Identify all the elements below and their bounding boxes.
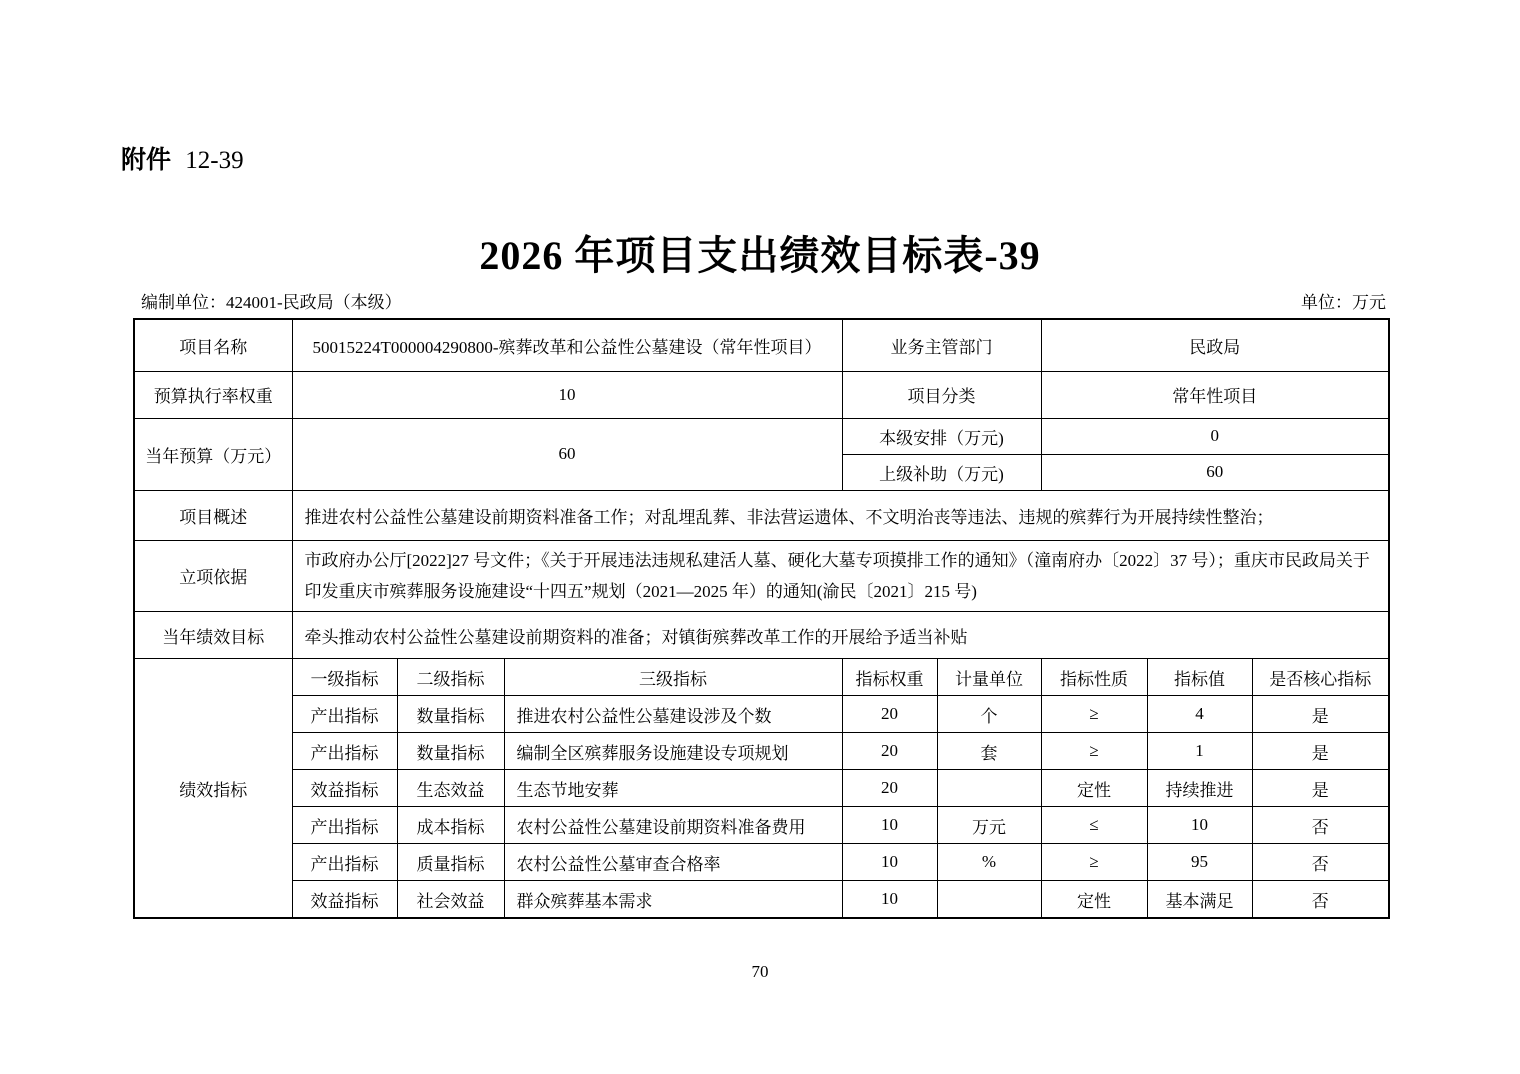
indicator-cell: 效益指标 [292,881,397,918]
indicator-header: 二级指标 [397,659,504,696]
indicator-cell: 编制全区殡葬服务设施建设专项规划 [504,733,842,770]
indicator-cell: 产出指标 [292,733,397,770]
annual-target-label: 当年绩效目标 [134,612,292,659]
indicator-cell: 是 [1252,733,1389,770]
indicator-cell: 10 [842,844,937,881]
indicator-header: 三级指标 [504,659,842,696]
indicator-cell: 95 [1147,844,1252,881]
indicator-cell: 1 [1147,733,1252,770]
indicator-cell: 农村公益性公墓审查合格率 [504,844,842,881]
indicator-header: 是否核心指标 [1252,659,1389,696]
indicator-header: 指标权重 [842,659,937,696]
row-annual-budget-1 [134,418,1389,454]
indicator-cell: 否 [1252,844,1389,881]
indicators-label: 绩效指标 [134,659,292,918]
indicator-header: 一级指标 [292,659,397,696]
annual-budget-value: 60 [292,418,842,490]
indicator-cell: 社会效益 [397,881,504,918]
indicator-header: 指标性质 [1041,659,1147,696]
indicator-cell: 持续推进 [1147,770,1252,807]
indicator-cell: 4 [1147,696,1252,733]
meta-row [133,288,1388,313]
budget-weight-value: 10 [292,371,842,418]
indicator-cell: % [937,844,1041,881]
indicator-cell: 数量指标 [397,733,504,770]
indicator-cell: ≥ [1041,696,1147,733]
indicator-cell: 否 [1252,881,1389,918]
indicator-cell: 基本满足 [1147,881,1252,918]
row-overview [134,490,1389,540]
indicator-cell: 定性 [1041,770,1147,807]
indicator-header: 指标值 [1147,659,1252,696]
indicator-row [134,696,1389,733]
attachment-number: 12-39 [185,147,244,174]
indicator-cell: 成本指标 [397,807,504,844]
indicator-cell: 是 [1252,770,1389,807]
indicator-cell: ≥ [1041,733,1147,770]
dept-label: 业务主管部门 [842,319,1041,371]
attachment-label [121,140,244,176]
indicator-cell: 推进农村公益性公墓建设涉及个数 [504,696,842,733]
indicator-cell: 效益指标 [292,770,397,807]
indicator-row [134,844,1389,881]
indicator-row [134,770,1389,807]
superior-subsidy-value: 60 [1041,454,1389,490]
indicator-row [134,733,1389,770]
budget-weight-label: 预算执行率权重 [134,371,292,418]
superior-subsidy-label: 上级补助（万元) [842,454,1041,490]
indicator-cell: 生态效益 [397,770,504,807]
indicator-cell: ≤ [1041,807,1147,844]
basis-value: 市政府办公厅[2022]27 号文件；《关于开展违法违规私建活人墓、硬化大墓专项摸排工作的通知》（潼南府办〔2022〕37 号）；重庆市民政局关于印发重庆市殡葬服务设施建设“十四五”规划（2021—2025 年）的通知(渝民〔2021〕215 号) [292,540,1389,612]
basis-label: 立项依据 [134,540,292,612]
indicator-cell: 万元 [937,807,1041,844]
indicator-cell: 质量指标 [397,844,504,881]
indicator-row [134,881,1389,918]
row-annual-target [134,612,1389,659]
indicator-cell [937,770,1041,807]
annual-target-value: 牵头推动农村公益性公墓建设前期资料的准备；对镇街殡葬改革工作的开展给予适当补贴 [292,612,1389,659]
performance-target-table [133,318,1390,919]
project-name-label: 项目名称 [134,319,292,371]
indicator-cell: 产出指标 [292,807,397,844]
indicator-cell: 个 [937,696,1041,733]
prepared-by-label: 编制单位：424001-民政局（本级） [141,293,402,312]
indicator-cell: 产出指标 [292,696,397,733]
row-budget-weight [134,371,1389,418]
row-project-name [134,319,1389,371]
local-arrangement-value: 0 [1041,418,1389,454]
category-label: 项目分类 [842,371,1041,418]
indicator-header: 计量单位 [937,659,1041,696]
indicator-cell: 10 [842,881,937,918]
overview-label: 项目概述 [134,490,292,540]
indicator-cell: 生态节地安葬 [504,770,842,807]
indicator-cell: 是 [1252,696,1389,733]
overview-value: 推进农村公益性公墓建设前期资料准备工作；对乱埋乱葬、非法营运遗体、不文明治丧等违法、违规的殡葬行为开展持续性整治； [292,490,1389,540]
indicator-cell: 数量指标 [397,696,504,733]
indicator-cell: 产出指标 [292,844,397,881]
indicator-cell: ≥ [1041,844,1147,881]
indicator-cell: 20 [842,733,937,770]
dept-value: 民政局 [1041,319,1389,371]
unit-label: 单位：万元 [1301,293,1386,312]
indicator-cell: 套 [937,733,1041,770]
annual-budget-label: 当年预算（万元） [134,418,292,490]
indicator-cell: 10 [842,807,937,844]
indicator-header-row [134,659,1389,696]
category-value: 常年性项目 [1041,371,1389,418]
indicator-row [134,807,1389,844]
local-arrangement-label: 本级安排（万元) [842,418,1041,454]
page-title: 2026 年项目支出绩效目标表-39 [479,233,1041,278]
indicator-cell: 农村公益性公墓建设前期资料准备费用 [504,807,842,844]
indicator-cell: 20 [842,696,937,733]
indicator-cell: 10 [1147,807,1252,844]
indicator-cell: 20 [842,770,937,807]
project-name-value: 50015224T000004290800-殡葬改革和公益性公墓建设（常年性项目） [292,319,842,371]
page-number: 70 [751,962,769,981]
attachment-prefix: 附件 [121,146,172,174]
row-basis [134,540,1389,612]
indicator-cell: 定性 [1041,881,1147,918]
indicator-cell [937,881,1041,918]
indicator-cell: 群众殡葬基本需求 [504,881,842,918]
indicator-cell: 否 [1252,807,1389,844]
